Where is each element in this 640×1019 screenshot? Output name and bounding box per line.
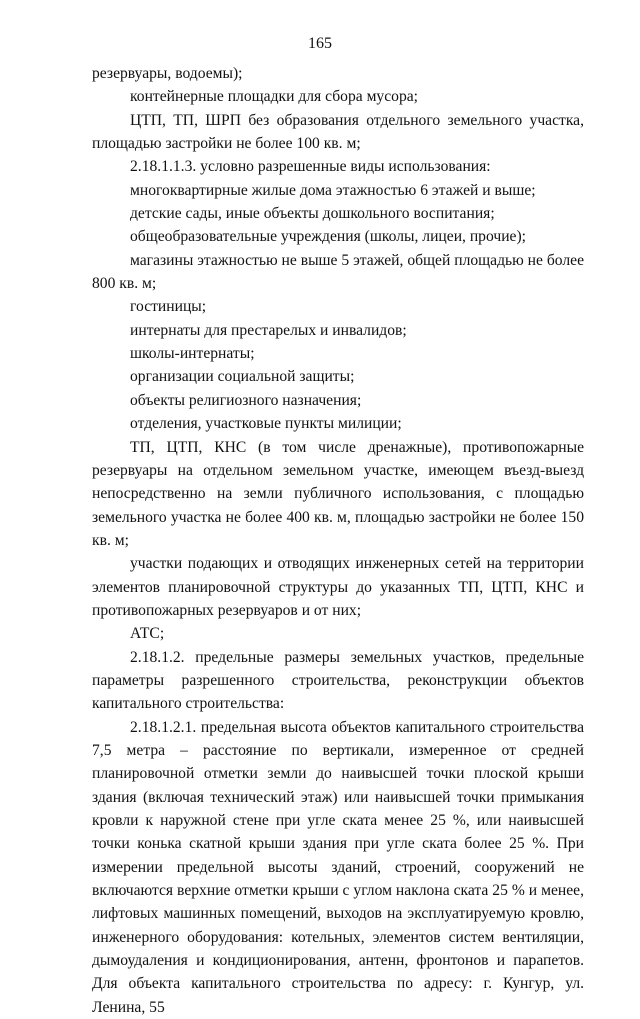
list-item: ТП, ЦТП, КНС (в том числе дренажные), противопожарные резервуары на отдельном земельном участке, имеющем въезд-выезд непосредственно на земли публичного использования, с площадью земельного участка не более 400 кв. м, площадью застройки не более 150 кв. м; [92, 438, 584, 549]
paragraph: контейнерные площадки для сбора мусора; [130, 88, 418, 106]
section-heading: 2.18.1.2. предельные размеры земельных участков, предельные параметры разрешенного строительства, реконструкции объектов капитального строительства: [92, 648, 584, 713]
document-body [92, 62, 584, 1019]
list-item: школы-интернаты; [130, 345, 255, 363]
list-item: общеобразовательные учреждения (школы, лицеи, прочие); [130, 228, 527, 246]
list-item: интернаты для престарелых и инвалидов; [130, 321, 407, 339]
list-item: объекты религиозного назначения; [130, 391, 362, 409]
list-item: участки подающих и отводящих инженерных сетей на территории элементов планировочной структуры до указанных ТП, ЦТП, КНС и противопожарных резервуаров и от них; [92, 555, 584, 619]
list-item: многоквартирные жилые дома этажностью 6 этажей и выше; [130, 181, 536, 199]
page-number: 165 [308, 35, 332, 52]
list-item: организации социальной защиты; [130, 368, 355, 386]
list-item: гостиницы; [130, 298, 207, 316]
list-item: АТС; [130, 625, 165, 643]
paragraph-continuation: резервуары, водоемы); [92, 65, 243, 82]
section-heading: 2.18.1.1.3. условно разрешенные виды использования: [130, 158, 491, 176]
paragraph: ЦТП, ТП, ШРП без образования отдельного земельного участка, площадью застройки не более 100 кв. м; [92, 111, 584, 153]
list-item: магазины этажностью не выше 5 этажей, общей площадью не более 800 кв. м; [92, 251, 584, 293]
paragraph: 2.18.1.2.1. предельная высота объектов капитального строительства 7,5 метра – расстояние по вертикали, измеренное от средней планировочной отметки земли до наивысшей точки плоской крыши здания (включая технический этаж) или наивысшей точки примыкания кровли к наружной стене при угле ската менее 25 %, или наивысшей точки конька скатной крыши здания при угле ската более 25 %. При измерении предельной высоты зданий, строений, сооружений не включаются верхние отметки крыши с углом наклона ската 25 % и менее, лифтовых машинных помещений, выходов на эксплуатируемую кровлю, инженерного оборудования: котельных, элементов систем вентиляции, дымоудаления и кондиционирования, антенн, фронтонов и парапетов. Для объекта капитального строительства по адресу: г. Кунгур, ул. Ленина, 55 [92, 718, 584, 1016]
list-item: детские сады, иные объекты дошкольного воспитания; [130, 205, 495, 223]
list-item: отделения, участковые пункты милиции; [130, 415, 402, 433]
